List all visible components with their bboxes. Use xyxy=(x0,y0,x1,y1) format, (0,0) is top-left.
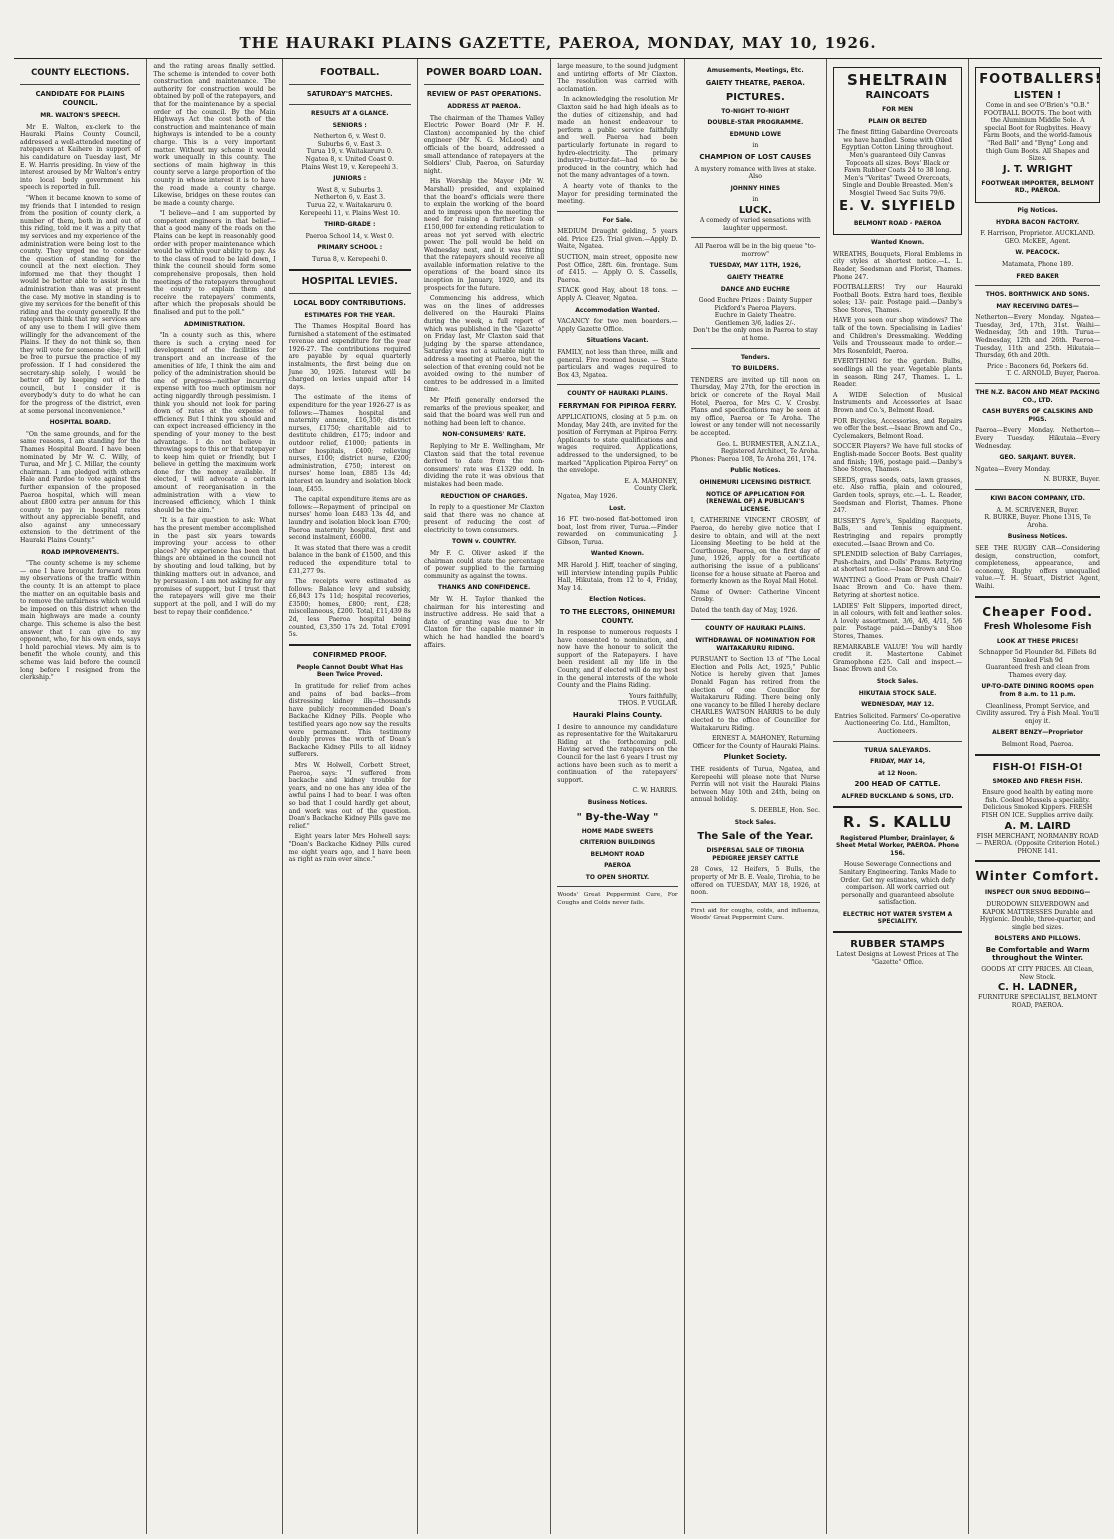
ad-title: The Sale of the Year. xyxy=(697,831,814,843)
notice-body: TENDERS are invited up till noon on Thursday, May 27th, for the erection in brick or concrete of the Royal Mail Hotel, Paeroa, for Mrs C. V. Crosby. Plans and specifications may be seen at my office, Paeroa or Te Aroha. The lowest or any tender will not necessarily be accepted. xyxy=(690,376,820,437)
grade-label: SENIORS : xyxy=(332,121,367,129)
result-line: West 8, v. Suburbs 3. xyxy=(316,186,383,194)
section-label: Business Notices. xyxy=(1007,533,1068,541)
notice-body: I desire to announce my candidature as representative for the Waitakaruru Riding at the forthcoming poll. Having served the ratepayers on the Council for the last 6 years I trust my actions have been such as to merit a continuation of the ratepayers' support. xyxy=(557,723,678,784)
ad-line: SMOKED AND FRESH FISH. xyxy=(992,777,1083,785)
article-paragraph: "When it became known to some of my friends that I intended to resign from the position of county clerk, a number of them, both in and out of this riding, told me it was a pity that my services and my experience of the administration were being lost to the county. They urged me to consider the question of standing for the council at the next election. They informed me that they thought I would be better able to assist in the administration than was at present the case. My motive in standing is to give my services for the benefit of this riding and the county generally. If the ratepayers think that my services are of any use to them I will give them willingly for the advancement of the Plains. If they do not think so, then they will vote for someone else; I will be free to pursue the practice of my profession. If I had considered the secretary-ship solely, I would be better off by keeping out of the council, but I consider it is everybody's duty to do what he can for the progress of the district, even at some personal inconvenience." xyxy=(20,194,141,415)
ad-line: ELECTRIC HOT WATER SYSTEM A SPECIALITY. xyxy=(842,910,953,926)
theatre-name: GAIETY THEATRE, PAEROA. xyxy=(705,78,805,87)
classified-ad: A WIDE Selection of Musical Instruments and Accessories at Isaac Brown and Co.'s, Belmont Road. xyxy=(832,391,963,414)
notice-body: In response to numerous requests I have consented to nomination, and now have the honour to solicit the support of the Ratepayers. I have been resident all my life in the County, and if elected will do my best in the general interests of the whole County and the Plains Riding. xyxy=(557,629,678,690)
article-paragraph: The receipts were estimated as follows: Balance levy and subsidy, £6,843 17s 11d; hospital recoveries, £3500; homes, £800; rent, £28; miscellaneous, £200. Total, £11,439 8s 2d, less Paeroa hospital being counted, £3,350 17s 2d. Total £7091 5s. xyxy=(288,578,411,639)
ad-line: HOME MADE SWEETS xyxy=(581,827,654,835)
notice-title: FERRYMAN FOR PIPIROA FERRY. xyxy=(558,401,677,410)
notice-title: TURUA SALEYARDS. xyxy=(864,746,931,754)
classified-ad: MR Harold J. Hiff, teacher of singing, will interview intending pupils Public Hall, Hikutaia, from 12 to 4, Friday, May 14. xyxy=(557,562,678,592)
classified-ad: EVERYTHING for the garden. Bulbs, seedlings all the year. Vegetable plants in season. Ring 247, Thames. L. L. Reader. xyxy=(832,358,963,389)
film-title: LUCK. xyxy=(738,204,772,216)
headline-county-elections: COUNTY ELECTIONS. xyxy=(31,68,130,78)
ad-title: THOS. BORTHWICK AND SONS. xyxy=(985,291,1090,299)
section-label: Amusements, Meetings, Etc. xyxy=(707,67,804,74)
headline-power-board-loan: POWER BOARD LOAN. xyxy=(426,67,543,78)
section-label: Situations Vacant. xyxy=(586,337,649,345)
ad-line: Fresh Wholesome Fish xyxy=(983,621,1092,632)
grade-label: THIRD-GRADE : xyxy=(324,221,376,229)
section-label: Wanted Known. xyxy=(870,239,925,247)
divider xyxy=(289,269,411,271)
ad-line: Belmont Road, Paeroa. xyxy=(1001,741,1074,749)
subhead-estimates: ESTIMATES FOR THE YEAR. xyxy=(304,311,396,319)
masthead: THE HAURAKI PLAINS GAZETTE, PAEROA, MONDAY, MAY 10, 1926. xyxy=(14,10,1102,59)
subhead-candidate: CANDIDATE FOR PLAINS COUNCIL. xyxy=(35,90,125,107)
article-paragraph: "It is a fair question to ask: What has the present member accomplished in the past six years towards improving your access to other places? My experience has been that things are obtained in the council not by shouting and loud talking, but by thinking matters out in advance, and by persuasion. I am not asking for any promises of support, but I trust that the ratepayers will give me their support at the poll, and I will do my best to repay their confidence." xyxy=(153,517,276,616)
section-label: Public Notices. xyxy=(730,467,781,475)
classified-ad: STACK good Hay, about 18 tons. — Apply A. Cleaver, Ngatea. xyxy=(557,287,678,303)
classified-ad: LADIES' Felt Slippers, imported direct, in all colours, with felt and leather soles. A lovely assortment. 3/6, 4/6, 4/11, 5/6 pair. Postage paid.—Danby's Shoe Stores, Thames. xyxy=(832,602,963,641)
notice-title: WITHDRAWAL OF NOMINATION FOR WAITAKARURU RIDING. xyxy=(695,637,816,652)
ad-line: UP-TO-DATE DINING ROOMS open from 8 a.m. to 11 p.m. xyxy=(981,683,1094,699)
section-heading: TOWN v. COUNTRY. xyxy=(452,538,517,546)
ad-line: DANCE AND EUCHRE xyxy=(720,285,790,293)
result-line: Turua 22, v. Waitakaruru 0. xyxy=(306,201,393,209)
divider xyxy=(975,860,1100,862)
ad-title: C. H. LADNER, xyxy=(997,982,1078,994)
section-heading: ROAD IMPROVEMENTS. xyxy=(41,548,120,556)
ad-line: T. C. ARNOLD, Buyer, Paeroa. xyxy=(1006,370,1101,378)
column-right-ads xyxy=(969,59,1102,1534)
divider xyxy=(289,293,411,294)
section-label: Stock Sales. xyxy=(734,818,776,826)
divider xyxy=(557,886,677,887)
divider xyxy=(833,931,962,933)
classified-ad: FOR Bicycles, Accessories, and Repairs we offer the best.—Isaac Brown and Co., Cyclemakers, Belmont Road. xyxy=(832,417,963,440)
ad-title: R. S. KALLU xyxy=(842,812,953,831)
result-line: Turua 19, v. Waitakaruru 0. xyxy=(306,148,393,156)
divider xyxy=(975,596,1100,598)
ad-line: GAIETY THEATRE xyxy=(727,273,784,281)
ad-line: FOOTWEAR IMPORTER, BELMONT RD., PAEROA. xyxy=(981,179,1094,195)
article-paragraph: His Worship the Mayor (Mr W. Marshall) presided, and explained that the board's officials were there to explain the working of the board and to impress upon the meeting the need for raising a further loan of £150,000 for extending reticulation to areas not yet served with electric power. The poll would be held on Wednesday next, and it was fitting that the ratepayers should receive all available information relative to the operations of the board since its inception in January, 1920, and its prospects for the future. xyxy=(423,178,545,292)
article-paragraph: large measure, to the sound judgment and untiring efforts of Mr Claxton. The resolution was carried with acclamation. xyxy=(557,63,678,93)
subhead-contributions: LOCAL BODY CONTRIBUTIONS. xyxy=(293,298,406,307)
ad-line: GEO. McKEE, Agent. xyxy=(1004,237,1071,245)
article-paragraph: "The county scheme is my scheme — one I have brought forward from my observations of the traffic within the county. It is an attempt to place the matter on an equitable basis and to remove the unfairness which would be imposed on this district when the main highways are made a county charge. This scheme is also the best answer that I can give to my opponent, who, for his own ends, says I hold parochial views. My aim is to benefit the whole county, and this scheme was laid before the council long before I resigned from the clerkship." xyxy=(20,560,141,682)
subhead-review: REVIEW OF PAST OPERATIONS. xyxy=(426,90,542,98)
ad-body: DURODOWN SILVERDOWN and KAPOK MATTRESSES Durable and Hygienic. Double, three-quarter, and single bed sizes. xyxy=(979,900,1096,931)
ad-title: THE N.Z. BACON AND MEAT PACKING CO., LTD. xyxy=(975,389,1100,404)
classified-ad: SEEDS, grass seeds, oats, lawn grasses, etc. Also raffia, plain and coloured, Garden tools, sprays, etc.—L. L. Reader, Seedsman and Florist, Thames. Phone 247. xyxy=(832,476,963,515)
ad-line: 200 HEAD OF CATTLE. xyxy=(854,780,941,789)
article-paragraph: Mr Pfeifi generally endorsed the remarks of the previous speaker, and said that the board was well run and nothing had been left to chance. xyxy=(423,396,545,427)
ad-line: FRED BAKER xyxy=(1016,272,1059,280)
section-label: Stock Sales. xyxy=(876,678,919,685)
article-paragraph: In acknowledging the resolution Mr Claxton said he had high ideals as to the duties of citizenship, and had made an honest endeavour to perform a public service faithfully and well. Paeroa had been particularly fortunate in regard to hydro-electricity. The primary industry—butter-fat—had to be produced in the country, which had not the many advantages of a town. xyxy=(557,96,678,180)
ad-line: CRITERION BUILDINGS xyxy=(579,839,656,847)
ad-title: Winter Comfort. xyxy=(975,869,1100,884)
article-paragraph: "I believe—and I am supported by competent engineers in that belief—that a good many of the roads on the Plains can be kept in reasonably good order with proper maintenance which would be within your ability to pay. As to the class of road to be laid down, I think the council should form some comprehensive proposals, then hold meetings of the ratepayers throughout the county to explain them and receive the ratepayers' comments, after which the proposals should be finalised and put to the poll." xyxy=(153,210,276,316)
film-title: CHAMPION OF LOST CAUSES xyxy=(699,152,812,161)
dateline: ADDRESS AT PAEROA. xyxy=(447,103,521,110)
divider xyxy=(975,489,1100,490)
article-paragraph: and the rating areas finally settled. The scheme is intended to cover both construction and maintenance. The authority for construction would be obtained by poll of the ratepayers, and that for the maintenance by a special order of the council. By the Main Highways Act the cost both of the construction and maintenance of main highways is intended to be a county charge. This is a very important matter. Without my scheme it would work unequally in this county. The sections of main highway in this county serve a large proportion of the county in whose interest it is to have the road made a county charge. Likewise, bridges on these routes can be made a county charge. xyxy=(153,63,276,207)
section-label: Business Notices. xyxy=(587,798,648,806)
article-paragraph: Mrs W. Holwell, Corbett Street, Paeroa, says: "I suffered from backache and kidney trouble for years, and no one has any idea of the awful pains I had to bear. I was often so bad that I could hardly get about, and work was out of the question. Doan's Backache Kidney Pills gave me relief." xyxy=(288,761,411,830)
divider xyxy=(289,84,411,85)
ad-line: A. M. SCRIVENER, Buyer. xyxy=(996,506,1079,514)
ad-line: DOUBLE-STAR PROGRAMME. xyxy=(707,119,804,127)
section-heading: HOSPITAL BOARD. xyxy=(49,419,111,427)
ad-title: SHELTRAIN xyxy=(846,71,949,89)
column-classifieds xyxy=(551,59,684,1534)
section-label: Tenders. xyxy=(740,353,770,361)
ad-line: RAINCOATS xyxy=(865,90,930,101)
notice-signature: S. DEEBLE, Hon. Sec. xyxy=(750,806,820,814)
classified-ad: VACANCY for two men boarders.—Apply Gazette Office. xyxy=(557,318,678,333)
divider xyxy=(691,619,820,620)
classified-ad: FOOTBALLERS! Try our Hauraki Football Boots. Extra hard toes, flexible soles; 13/- pair. Postage paid.—Danby's Shoe Stores, Thames. xyxy=(832,284,963,314)
ad-line: GEO. SARJANT. BUYER. xyxy=(999,454,1076,462)
result-line: Netherton 6, v. West 0. xyxy=(313,133,386,141)
ad-line: Also xyxy=(748,173,763,181)
ad-body: Paeroa—Every Monday. Netherton—Every Tuesday. Hikutaia—Every Wednesday. xyxy=(975,427,1101,450)
article-paragraph: In reply to a questioner Mr Claxton said that there was no chance at present of reducing the cost of electricity to town consumers. xyxy=(423,504,545,534)
ad-title: Cheaper Food. xyxy=(982,604,1093,619)
classified-ad: REMARKABLE VALUE! You will hardly credit it. Mastertone Cabinet Gramophone £25. Call and inspect.—Isaac Brown and Co. xyxy=(832,643,963,674)
ad-line: JOHNNY HINES xyxy=(730,184,781,192)
ad-line: Pickford's Paeroa Players. xyxy=(714,304,797,312)
grade-label: PRIMARY SCHOOL : xyxy=(317,244,383,252)
ad-line: F. Harrison, Proprietor. AUCKLAND. xyxy=(980,230,1095,238)
notice-heading: Hauraki Plains County. xyxy=(572,710,663,719)
divider xyxy=(691,237,820,238)
article-paragraph: The capital expenditure items are as follows:—Repayment of principal on nurses' home loan £483 13s 4d, and laundry and isolation block loan £700; Paeroa maternity hospital, first and second instalment, £6000. xyxy=(288,496,411,542)
notice-signature: County Clerk. xyxy=(634,485,678,493)
notice-signature: Geo. L. BURMESTER, A.N.Z.I.A., Registered Architect, Te Aroha. xyxy=(716,440,820,456)
divider xyxy=(833,741,962,742)
notice-body: PURSUANT to Section 13 of "The Local Election and Polls Act, 1925," Public Notice is hereby given that James Donald Fagan has retired from the election of one Councillor for Waitakaruru Riding. There being only one vacancy to be filled I hereby declare CHARLES WATSON HARRIS to be duly elected to the office of Councillor for Waitakaruru Riding. xyxy=(690,656,820,732)
ad-footballers xyxy=(975,67,1100,203)
subhead-results: RESULTS AT A GLANCE. xyxy=(310,110,389,117)
ad-body: Ngatea—Every Monday. xyxy=(975,465,1051,473)
ad-line: MAY RECEIVING DATES— xyxy=(996,302,1079,310)
article-paragraph: Mr E. Walton, ex-clerk to the Hauraki Plains County Council, addressed a well-attended meeting of ratepayers at Kaihere in support of his candidature on Tuesday last, Mr E. W. Harris presiding. In view of the interest aroused by Mr Walton's entry into local body government his speech is reported in full. xyxy=(20,123,141,192)
ad-body: Entries Solicited. Farmers' Co-operative Auctioneering Co. Ltd., Hamilton, Auctioneers. xyxy=(834,712,961,735)
ad-line: CASH BUYERS OF CALSKINS AND PIGS. xyxy=(982,408,1094,423)
columns xyxy=(14,59,1102,1534)
ad-body: GOODS AT CITY PRICES. All Clean, New Stock. xyxy=(981,966,1094,981)
ad-line: ALBERT BENZY—Proprietor xyxy=(992,729,1084,737)
subhead-matches: SATURDAY'S MATCHES. xyxy=(306,90,393,98)
classified-ad: SPLENDID selection of Baby Carriages, Push-chairs, and Dolls' Prams. Retyring at shortest notice.—Isaac Brown and Co. xyxy=(832,551,963,574)
ad-body: Come in and see O'Brien's "O.B." FOOTBALL BOOTS. The boot with the Aluminium Middle Sole. A special Boot for Rugbyites. Heavy Farm Boots, and the world-famous "Red Ball" and "Byng" Long and thigh Gum Boots. All Shapes and Sizes. xyxy=(983,102,1092,163)
byline: MR. WALTON'S SPEECH. xyxy=(40,112,121,119)
headline-confirmed-proof: CONFIRMED PROOF. xyxy=(312,650,387,659)
ad-line: Don't be the only ones in Paeroa to stay at home. xyxy=(692,327,818,343)
classified-ad: MEDIUM Draught gelding, 5 years old. Price £25. Trial given.—Apply D. Waite, Ngatea. xyxy=(557,228,678,251)
filler-ad: First aid for coughs, colds, and influenza, Woods' Great Peppermint Cure. xyxy=(690,907,820,922)
article-paragraph: It was stated that there was a credit balance in the bank of £1500, and this reduced the expenditure total to £31,277 9s. xyxy=(288,544,411,575)
section-label: For Sale. xyxy=(602,216,633,224)
ad-title: RUBBER STAMPS xyxy=(850,939,945,951)
ad-title: HYDRA BACON FACTORY. xyxy=(996,218,1080,226)
ad-line: LOOK AT THESE PRICES! xyxy=(996,637,1079,645)
ad-body: House Sewerage Connections and Sanitary Engineering. Tanks Made to Order. Get my estimates, which defy comparison. All work carried out personally and guaranteed absolute satisfaction. xyxy=(839,861,957,907)
ad-line: Euchre in Gaiety Theatre. xyxy=(714,312,796,320)
column-local-ads xyxy=(827,59,969,1534)
column-football-hospital xyxy=(283,59,418,1534)
ad-line: PAEROA xyxy=(604,862,631,870)
filler-ad: Woods' Great Peppermint Cure, For Coughs and Colds never fails. xyxy=(557,892,678,907)
ad-title: PICTURES. xyxy=(725,91,785,103)
notice-title: TO THE ELECTORS, OHINEMURI COUNTY. xyxy=(559,608,676,626)
article-paragraph: In gratitude for relief from aches and pains of bad backs—from distressing kidney ills—thousands have publicly recommended Doan's Backache Kidney Pills. People who testified years ago now say the results were permanent. This testimony doubly proves the worth of Doan's Backache Kidney Pills to all kidney sufferers. xyxy=(288,683,411,759)
article-paragraph: The Thames Hospital Board has furnished a statement of the estimated revenue and expenditure for the year 1926-27. The contributions required are payable by equal quarterly instalments, the first being due on June 30, 1926. Interest will be charged on levies unpaid after 14 days. xyxy=(288,323,411,391)
ad-body: Latest Designs at Lowest Prices at The "Gazette" Office. xyxy=(836,951,959,966)
result-line: Paeroa School 14, v. West 0. xyxy=(305,232,394,240)
article-paragraph: Mr W. H. Taylor thanked the chairman for his interesting and instructive address. He said that a date of granting was due to Mr Claxton for the capable manner in which he had handled the board's affairs. xyxy=(423,596,545,649)
ad-line: BELMONT ROAD xyxy=(590,850,645,858)
notice-signature: ERNEST A. MAHONEY, Returning Officer for the County of Hauraki Plains. xyxy=(692,735,820,750)
divider xyxy=(557,211,677,212)
section-label: Pig Notices. xyxy=(1017,206,1058,214)
article-paragraph: Commencing his address, which was on the lines of addresses delivered on the Hauraki Plains during the week, a full report of which was published in the "Gazette" on Friday last, Mr Claxton said that judging by the sparse attendance, Saturday was not a suitable night to address a meeting at Paeroa, but the selection of that evening could not be avoided owing to the number of centres to be addressed in a limited time. xyxy=(423,295,545,394)
ad-line: INSPECT OUR SNUG BEDDING— xyxy=(984,889,1091,897)
divider xyxy=(20,84,140,85)
ad-line: Schnapper 5d Flounder 8d. Fillets 8d Smoked Fish 9d xyxy=(978,649,1097,664)
divider xyxy=(975,754,1100,756)
ad-line: at 12 Noon. xyxy=(877,769,918,777)
ad-line: PLAIN OR BELTED xyxy=(868,117,927,125)
article-paragraph: The estimate of the items of expenditure for the year 1926-27 is as follows:—Thames hospital and maternity annexe, £16,350; district nurses, £1750; charitable aid to destitute children, £175; indoor and outdoor relief, £1000; patients in other hospitals, £400; relieving nurses, £100; district nurse, £200; administration, £750; interest on nurses' home loan, £885 13s 4d; interest on laundry and isolation block loan, £455. xyxy=(288,394,411,493)
ad-body: Ensure good health by eating more fish. Cooked Mussels a speciality. Delicious Smoked Kippers. FRESH FISH ON ICE. Supplies arrive daily. xyxy=(981,789,1094,819)
column-county-elections xyxy=(14,59,147,1534)
notice-body: I, CATHERINE VINCENT CROSBY, of Paeroa, do hereby give notice that I desire to obtain, and will at the next Licensing Meeting to be held at the Courthouse, Paeroa, on the first day of June, 1926, apply for a certificate authorising the issue of a publicans' license for a house situate at Paeroa and formerly known as the Royal Mail Hotel. xyxy=(690,517,820,586)
ad-line: ALFRED BUCKLAND & SONS, LTD. xyxy=(841,792,954,800)
article-paragraph: A hearty vote of thanks to the Mayor for presiding terminated the meeting. xyxy=(557,182,678,206)
notice-date: Ngatea, May 1926. xyxy=(557,492,618,500)
result-line: Netherton 6, v. East 3. xyxy=(314,194,386,202)
column-amusements xyxy=(685,59,827,1534)
classified-ad: 16 FT. two-nosed flat-bottomed iron boat, lost from river, Turua.—Finder rewarded on communicating J. Gibson, Turua. xyxy=(557,516,678,546)
ad-title: KIWI BACON COMPANY, LTD. xyxy=(990,494,1085,502)
ad-line: Guaranteed fresh and clean from Thames every day. xyxy=(985,664,1090,679)
section-label: Accommodation Wanted. xyxy=(575,306,660,314)
classified-ad: WREATHS, Bouquets, Floral Emblems in city styles at shortest notice.—L. L. Reader, Seedsman and Florist, Thames. Phone 247. xyxy=(832,250,963,281)
ad-line: TUESDAY, MAY 11TH, 1926, xyxy=(709,262,802,270)
notice-signature: Yours faithfully, xyxy=(629,692,678,700)
section-heading: REDUCTION OF CHARGES. xyxy=(440,492,528,500)
ad-title: J. T. WRIGHT xyxy=(1002,163,1073,175)
notice-title: OHINEMURI LICENSING DISTRICT. xyxy=(699,478,812,486)
ad-line: TO-NIGHT TO-NIGHT xyxy=(721,107,790,115)
ad-line: Price : Baconers 6d, Porkers 6d. xyxy=(986,362,1089,370)
ad-line: FOR MEN xyxy=(882,106,914,113)
ad-line: N. BURKE, Buyer. xyxy=(1043,476,1101,484)
divider xyxy=(691,902,820,903)
ad-line: FRIDAY, MAY 14, xyxy=(870,758,925,766)
ad-line: Good Euchre Prizes : Dainty Supper xyxy=(698,297,813,305)
notice-body: APPLICATIONS, closing at 5 p.m. on Monday, May 24th, are invited for the position of Ferryman at Pipiroa Ferry. Applicants to state qualifications and wages required. Applications, addressed to the undersigned, to be marked "Application Pipiroa Ferry" on the envelope. xyxy=(557,413,678,475)
ad-sheltrain xyxy=(833,67,962,235)
notice-title: NOTICE OF APPLICATION FOR (RENEWAL OF) A PUBLICAN'S LICENSE. xyxy=(705,490,805,513)
divider xyxy=(289,644,411,646)
ad-line: Registered Plumber, Drainlayer, & Sheet Metal Worker, PAEROA. Phone 156. xyxy=(836,834,960,857)
ad-line: All Paeroa will be in the big queue "to-morrow" xyxy=(694,243,816,258)
ad-body: FURNITURE SPECIALIST, BELMONT ROAD, PAEROA. xyxy=(978,994,1098,1009)
section-heading: NON-CONSUMERS' RATE. xyxy=(442,431,526,439)
result-line: Suburbs 6, v. East 3. xyxy=(317,140,383,148)
ad-line: BELMONT ROAD - PAEROA xyxy=(853,219,942,227)
notice-body: Phones: Paeroa 108, Te Aroha 261, 174. xyxy=(690,455,817,463)
classified-ad: SUCTION, main street, opposite new Post Office, 28ft. 6in. frontage. Sum of £415. — Apply O. S. Cassells, Paeroa. xyxy=(557,254,678,284)
ad-line: LISTEN ! xyxy=(1013,90,1062,101)
grade-label: JUNIORS : xyxy=(333,175,367,183)
headline-hospital-levies: HOSPITAL LEVIES. xyxy=(301,275,398,287)
column-power-board xyxy=(418,59,551,1534)
divider xyxy=(557,384,677,385)
article-paragraph: "In a county such as this, where there is such a crying need for development of the facilities for transport and an increase of the amenities of life, I think the aim and policy of the administration should be one of progress—neither incurring expense with too much optimism nor acting niggardly through pessimism. I think you should not look for paring down of rates at the expense of efficiency. But I think you should and can expect increased efficiency in the spending of your money to the best advantage. I do not believe in throwing sops to this or that ratepayer to keep him quiet or friendly, but I believe in getting the maximum work done for the money available. If elected, I will advocate a certain amount of reorganisation in the administration with a view to increased efficiency, which I think should be the aim." xyxy=(153,332,276,514)
ad-line: W. PEACOCK. xyxy=(1015,249,1060,257)
notice-heading: Plunket Society. xyxy=(723,753,788,762)
ad-line: in xyxy=(752,196,759,204)
column-county-elections-continued xyxy=(147,59,282,1534)
divider xyxy=(833,806,962,808)
notice-title: TO BUILDERS. xyxy=(731,365,779,373)
ad-line: BOLSTERS AND PILLOWS. xyxy=(994,935,1081,943)
ad-body: FISH MERCHANT, NORMANBY ROAD — PAEROA. (Opposite Criterion Hotel.) PHONE 141. xyxy=(975,832,1100,855)
notice-heading: COUNTY OF HAURAKI PLAINS. xyxy=(705,625,806,633)
notice-heading: COUNTY OF HAURAKI PLAINS. xyxy=(567,390,668,398)
ad-title: FOOTBALLERS! xyxy=(979,72,1102,87)
ad-body: The finest fitting Gabardine Overcoats we have handled. Some with Oiled Egyptian Cotton Lining throughout. Men's guaranteed Oily Canvas Topcoats all sizes. Boys' Black or Fawn Rubber Coats 24 to 38 long. Men's "Veritas" Tweed Overcoats, Single and Double Breasted. Men's Mosgiel Tweed Sac Suits 79/6. xyxy=(837,129,958,197)
divider xyxy=(289,104,411,105)
article-paragraph: "On the same grounds, and for the same reasons, I am standing for the Thames Hospital Board. I have been nominated by Mr W. C. Willy, of Turua, and Mr J. C. Millar, the county chairman. I am pledged with others Hale and Pardoe to vote against the further expansion of the proposed Paeroa hospital, which will mean about £800 extra per annum for this county to pay in hospital rates without any appreciable benefit, and also against any unnecessary extension to the detriment of the Hauraki Plains County." xyxy=(20,430,141,545)
ad-line: Cleanliness, Prompt Service, and Civility assured. Try a Fish Meal. You'll enjoy it. xyxy=(976,702,1099,725)
ad-line: WEDNESDAY, MAY 12. xyxy=(861,701,935,709)
notice-signature: E. A. MAHONEY, xyxy=(624,477,678,485)
article-paragraph: The chairman of the Thames Valley Electric Power Board (Mr F. H. Claxton) accompanied by the chief engineer (Mr N. G. McLeod) and officials of the board, addressed a small attendance of ratepayers at the Soldiers' Club, Paeroa, on Saturday night. xyxy=(423,114,545,175)
article-paragraph: Mr F. C. Oliver asked if the chairman could state the percentage of power supplied to the farming community as against the towns. xyxy=(423,550,545,580)
ad-line: Be Comfortable and Warm throughout the Winter. xyxy=(985,945,1090,962)
ad-line: in xyxy=(752,142,759,150)
ad-line: Gentlemen 3/6, ladies 2/-. xyxy=(715,319,796,327)
classified-ad: FAMILY, not less than three, milk and general. Five roomed house. — State particulars and wages required to Box 43, Ngatea. xyxy=(557,349,678,379)
subhead-proof: People Cannot Doubt What Has Been Twice Proved. xyxy=(296,663,403,679)
ad-title: A. M. LAIRD xyxy=(1004,820,1071,832)
ad-line: EDMUND LOWE xyxy=(729,130,782,138)
ad-line: Matamata, Phone 189. xyxy=(1002,260,1074,268)
article-paragraph: Replying to Mr E. Wellingham, Mr Claxton said that the total revenue derived to date from the non-consumers' rate was £1329 odd. In dividing the rate it was obvious that mistakes had been made. xyxy=(423,442,545,488)
notice-title: HIKUTAIA STOCK SALE. xyxy=(858,689,937,697)
divider xyxy=(975,285,1100,286)
article-paragraph: Eight years later Mrs Holwell says: "Doan's Backache Kidney Pills cured me eight years ago, and I have been as right as rain ever since." xyxy=(288,833,411,864)
classified-ad: WANTING a Good Pram or Push Chair? Isaac Brown and Co. have them. Retyring at shortest notice. xyxy=(832,576,963,600)
ad-line: R. BURKE, Buyer. Phone 131S, Te Aroha. xyxy=(984,514,1091,529)
result-line: Ngatea 8, v. United Coast 0. xyxy=(305,155,394,163)
section-label: Election Notices. xyxy=(589,596,646,604)
result-line: Plains West 19, v. Kerepeehi 3. xyxy=(301,163,398,171)
section-heading: ADMINISTRATION. xyxy=(184,320,246,328)
ad-line: DISPERSAL SALE OF TIROHIA PEDIGREE JERSEY CATTLE xyxy=(706,847,805,862)
section-label: Lost. xyxy=(609,504,626,512)
classified-ad: HAVE you seen our shop windows? The talk of the town. Specialising in Ladies' and Children's Dressmaking. Wedding Veils and Trousseaux made to order.—Mrs Rosenfeldt, Paeroa. xyxy=(832,317,963,355)
section-heading: THANKS AND CONFIDENCE. xyxy=(437,584,531,592)
notice-signature: THOS. P. VUGLAR. xyxy=(618,700,678,708)
classified-ad: BUSSEY'S Ayre's, Spalding Racquets, Balls, and Tennis equipment. Restringing and repairs promptly executed.—Isaac Brown and Co. xyxy=(832,517,963,548)
ad-title: " By-the-Way " xyxy=(576,811,659,823)
divider xyxy=(691,348,820,349)
ad-title: E. V. SLYFIELD xyxy=(839,198,957,214)
notice-body: Name of Owner: Catherine Vincent Crosby. xyxy=(690,588,820,604)
ad-body: Netherton—Every Monday. Ngatea—Tuesday, 3rd, 17th, 31st. Waihi—Wednesday, 5th and 19th. Turua—Wednesday, 12th and 26th. Paeroa—Tuesday, 11th and 25th. Hikutaia—Thursday, 6th and 20th. xyxy=(975,314,1101,360)
classified-ad: SOCCER Players? We have full stocks of English-made Soccer Boots. Best quality and finish; 19/6, postage paid.—Danby's Shoe Stores, Thames. xyxy=(832,443,963,474)
ad-line: TO OPEN SHORTLY. xyxy=(585,873,650,881)
result-line: Kerepeehi 11, v. Plains West 10. xyxy=(299,209,400,217)
classified-ad: SEE THE RUGBY CAR—Considering design, construction, comfort, completeness, appearance, and economy, Rugby offers unequalled value.—T. H. Stuart, District Agent, Waihi. xyxy=(975,544,1101,590)
ad-title: FISH-O! FISH-O! xyxy=(992,761,1083,773)
notice-body: THE residents of Turua, Ngatea, and Kerepeehi will please note that Nurse Perrin will not visit the Hauraki Plains between May 10th and 24th, being on annual holiday. xyxy=(690,765,820,804)
notice-body: 28 Cows, 12 Heifers, 5 Bulls, the property of Mr B. E. Veale, Tirohia, to be offered on TUESDAY, MAY 18, 1926, at noon. xyxy=(690,866,820,897)
section-label: Wanted Known. xyxy=(590,550,645,558)
ad-line: A comedy of varied sensations with laughter uppermost. xyxy=(699,216,811,232)
notice-body: Dated the tenth day of May, 1926. xyxy=(690,606,798,614)
divider xyxy=(424,84,544,85)
ad-line: A mystery romance with lives at stake. xyxy=(694,165,817,173)
divider xyxy=(975,383,1100,384)
result-line: Turua 8, v. Kerepeehi 0. xyxy=(312,255,388,263)
notice-signature: C. W. HARRIS. xyxy=(632,787,678,795)
headline-football: FOOTBALL. xyxy=(320,67,380,78)
